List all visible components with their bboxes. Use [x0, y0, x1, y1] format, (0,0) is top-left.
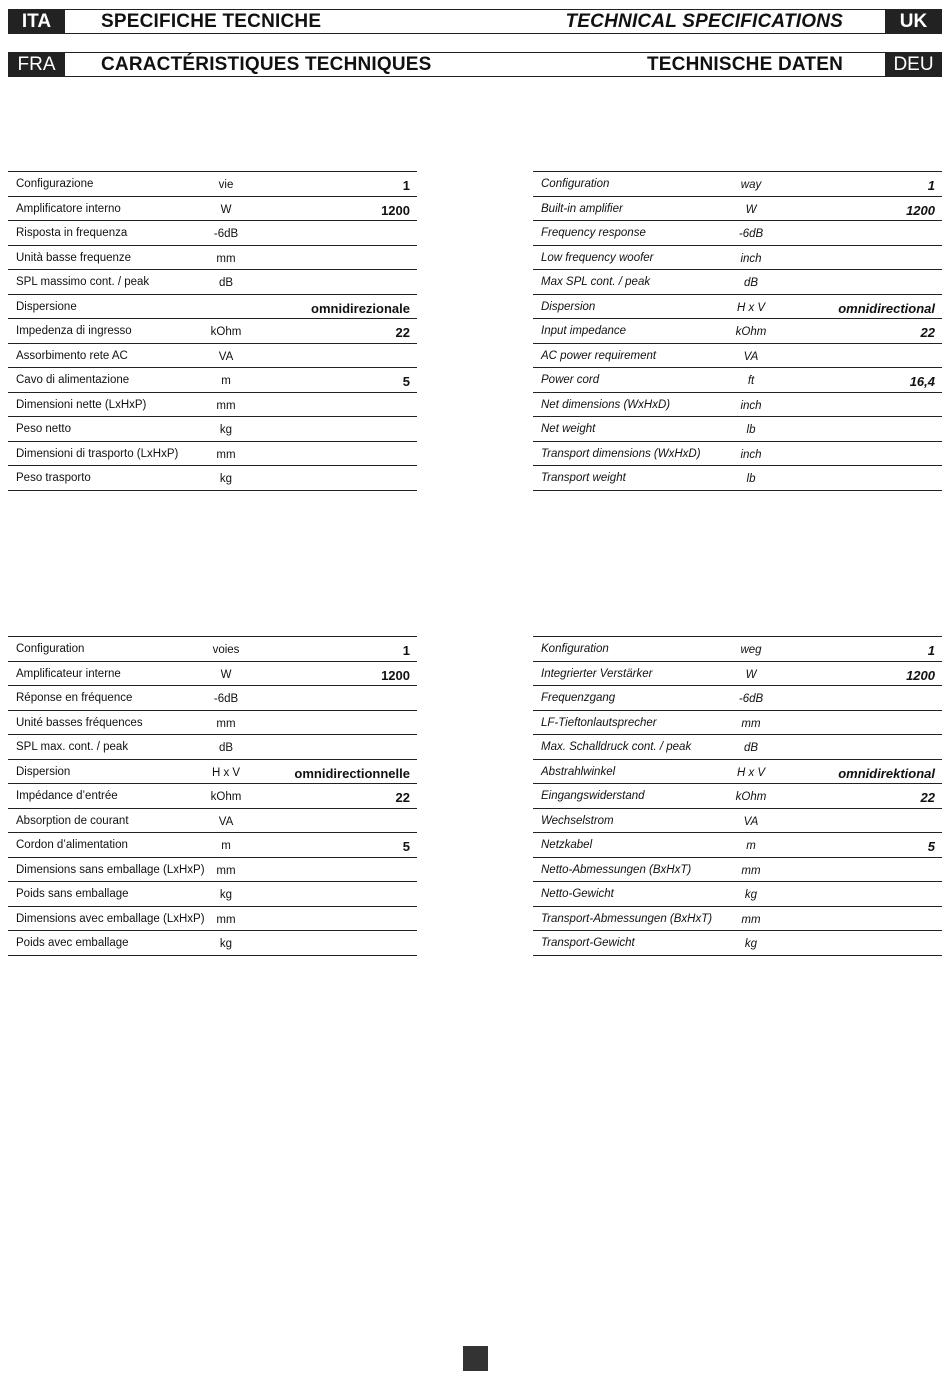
spec-label: Eingangswiderstand: [541, 790, 645, 802]
section-title-ita: SPECIFICHE TECNICHE: [101, 11, 322, 32]
spec-unit: -6dB: [213, 693, 239, 705]
spec-value: 1200: [906, 202, 935, 218]
spec-unit: kOhm: [210, 791, 242, 803]
spec-row: [533, 931, 942, 956]
spec-label: Wechselstrom: [541, 814, 614, 827]
spec-value: omnidirectional: [838, 300, 935, 316]
spec-table-ita: [8, 171, 417, 491]
spec-label: Poids sans emballage: [16, 888, 129, 900]
spec-row: [533, 295, 942, 320]
spec-unit: H x V: [736, 766, 766, 779]
spec-row: [8, 809, 417, 834]
spec-unit: dB: [743, 277, 759, 289]
spec-unit: ft: [747, 375, 755, 387]
spec-unit: VA: [743, 350, 759, 363]
spec-row: [8, 711, 417, 736]
spec-unit: lb: [746, 424, 756, 436]
spec-value: 1: [402, 178, 410, 193]
language-code-fra: FRA: [8, 52, 65, 77]
spec-label: Max. Schalldruck cont. / peak: [541, 741, 692, 753]
spec-label: Input impedance: [541, 325, 627, 337]
spec-unit: kOhm: [210, 326, 242, 338]
spec-unit: voies: [212, 644, 240, 656]
spec-row: [533, 246, 942, 271]
spec-unit: VA: [218, 815, 234, 828]
spec-unit: W: [745, 668, 757, 681]
spec-label: Frequency response: [541, 227, 646, 239]
spec-value: 1: [927, 643, 935, 658]
spec-unit: m: [221, 375, 231, 387]
spec-value: 1200: [381, 667, 410, 683]
spec-row: [533, 368, 942, 393]
spec-label: SPL massimo cont. / peak: [16, 276, 150, 288]
spec-row: [533, 442, 942, 467]
language-code-deu: DEU: [885, 52, 942, 77]
spec-label: Réponse en fréquence: [16, 692, 133, 704]
spec-row: [533, 466, 942, 491]
spec-row: [533, 858, 942, 883]
spec-unit: inch: [740, 448, 762, 461]
header-bar-ita-uk: [8, 9, 942, 34]
spec-row: [533, 172, 942, 197]
spec-unit: weg: [740, 644, 762, 656]
spec-row: [8, 784, 417, 809]
spec-label: Amplificatore interno: [16, 202, 121, 215]
spec-unit: VA: [743, 815, 759, 828]
spec-label: Abstrahlwinkel: [541, 765, 616, 778]
spec-label: Configurazione: [16, 178, 94, 190]
section-title-deu: TECHNISCHE DATEN: [646, 54, 843, 75]
spec-label: Transport-Abmessungen (BxHxT): [541, 912, 713, 925]
spec-label: Dispersion: [16, 765, 71, 778]
spec-row: [533, 760, 942, 785]
spec-label: Peso trasporto: [16, 472, 91, 484]
spec-value: 1200: [906, 667, 935, 683]
spec-label: Cordon d’alimentation: [16, 839, 128, 851]
spec-label: Frequenzgang: [541, 692, 616, 704]
spec-row: [8, 882, 417, 907]
spec-row: [8, 735, 417, 760]
spec-unit: -6dB: [738, 228, 764, 240]
spec-row: [533, 393, 942, 418]
spec-value: 1: [927, 178, 935, 193]
spec-table-uk: [533, 171, 942, 491]
spec-unit: kg: [744, 938, 758, 950]
spec-table-fra: [8, 636, 417, 956]
spec-row: [8, 319, 417, 344]
spec-unit: mm: [741, 864, 761, 877]
spec-label: Built-in amplifier: [541, 202, 623, 215]
spec-row: [8, 246, 417, 271]
spec-unit: mm: [216, 252, 236, 265]
spec-label: Poids avec emballage: [16, 937, 129, 949]
spec-label: Unité basses fréquences: [16, 716, 143, 729]
spec-row: [533, 686, 942, 711]
spec-unit: H x V: [736, 301, 766, 314]
spec-label: AC power requirement: [541, 349, 657, 362]
spec-unit: VA: [218, 350, 234, 363]
spec-label: Configuration: [16, 643, 85, 655]
spec-label: LF-Tieftonlautsprecher: [541, 716, 657, 729]
section-title-uk: TECHNICAL SPECIFICATIONS: [565, 11, 843, 32]
spec-row: [8, 344, 417, 369]
spec-unit: W: [745, 203, 757, 216]
page-marker: [463, 1346, 488, 1371]
spec-unit: W: [220, 203, 232, 216]
language-code-ita: ITA: [8, 9, 65, 34]
spec-row: [8, 442, 417, 467]
spec-unit: mm: [741, 717, 761, 730]
spec-label: Assorbimento rete AC: [16, 349, 128, 362]
spec-row: [8, 662, 417, 687]
spec-unit: vie: [218, 179, 234, 191]
spec-row: [8, 417, 417, 442]
spec-row: [533, 833, 942, 858]
spec-unit: -6dB: [738, 693, 764, 705]
spec-label: Dimensions avec emballage (LxHxP): [16, 912, 205, 925]
spec-label: Transport-Gewicht: [541, 937, 635, 949]
spec-row: [8, 760, 417, 785]
spec-label: Netto-Gewicht: [541, 888, 614, 900]
spec-value: 5: [402, 839, 410, 854]
spec-row: [8, 637, 417, 662]
spec-row: [8, 197, 417, 222]
spec-label: Net dimensions (WxHxD): [541, 398, 671, 411]
spec-row: [8, 686, 417, 711]
spec-value: 1: [402, 643, 410, 658]
spec-row: [8, 858, 417, 883]
spec-row: [8, 833, 417, 858]
spec-unit: m: [221, 840, 231, 852]
spec-label: Risposta in frequenza: [16, 227, 128, 239]
spec-row: [533, 711, 942, 736]
spec-value: 1200: [381, 202, 410, 218]
spec-label: Amplificateur interne: [16, 667, 121, 680]
spec-row: [8, 907, 417, 932]
spec-label: Dimensioni di trasporto (LxHxP): [16, 447, 179, 460]
spec-unit: kg: [744, 889, 758, 901]
spec-value: omnidirectionnelle: [294, 765, 410, 781]
spec-unit: kg: [219, 938, 233, 950]
spec-label: Dispersion: [541, 300, 596, 313]
spec-row: [533, 662, 942, 687]
spec-label: Transport weight: [541, 472, 626, 484]
spec-label: Konfiguration: [541, 643, 609, 655]
spec-label: Dispersione: [16, 300, 77, 313]
spec-unit: dB: [218, 277, 234, 289]
spec-value: 22: [920, 790, 935, 805]
spec-label: Net weight: [541, 423, 596, 435]
spec-unit: mm: [216, 399, 236, 412]
spec-row: [8, 393, 417, 418]
spec-unit: mm: [741, 913, 761, 926]
spec-row: [533, 907, 942, 932]
spec-label: Impedenza di ingresso: [16, 325, 132, 337]
spec-row: [8, 368, 417, 393]
spec-row: [533, 784, 942, 809]
spec-row: [533, 637, 942, 662]
spec-value: 22: [920, 325, 935, 340]
spec-label: Cavo di alimentazione: [16, 374, 130, 386]
spec-unit: dB: [743, 742, 759, 754]
spec-label: Configuration: [541, 178, 610, 190]
section-title-fra: CARACTÉRISTIQUES TECHNIQUES: [101, 54, 432, 75]
spec-label: SPL max. cont. / peak: [16, 741, 129, 753]
spec-row: [8, 270, 417, 295]
spec-unit: mm: [216, 913, 236, 926]
spec-unit: kg: [219, 424, 233, 436]
spec-label: Netzkabel: [541, 839, 593, 851]
spec-row: [533, 882, 942, 907]
spec-label: Low frequency woofer: [541, 251, 654, 264]
spec-label: Max SPL cont. / peak: [541, 276, 651, 288]
spec-unit: dB: [218, 742, 234, 754]
spec-unit: kOhm: [735, 791, 767, 803]
spec-unit: kOhm: [735, 326, 767, 338]
spec-unit: lb: [746, 473, 756, 485]
spec-unit: W: [220, 668, 232, 681]
spec-unit: -6dB: [213, 228, 239, 240]
spec-unit: mm: [216, 864, 236, 877]
spec-unit: inch: [740, 399, 762, 412]
spec-row: [533, 735, 942, 760]
spec-unit: mm: [216, 717, 236, 730]
spec-label: Netto-Abmessungen (BxHxT): [541, 863, 692, 876]
spec-label: Dimensions sans emballage (LxHxP): [16, 863, 205, 876]
spec-row: [8, 221, 417, 246]
spec-row: [8, 172, 417, 197]
language-code-uk: UK: [885, 9, 942, 34]
spec-row: [533, 270, 942, 295]
spec-unit: kg: [219, 473, 233, 485]
spec-label: Dimensioni nette (LxHxP): [16, 398, 147, 411]
spec-unit: inch: [740, 252, 762, 265]
spec-value: omnidirezionale: [311, 300, 410, 316]
spec-label: Transport dimensions (WxHxD): [541, 447, 701, 460]
spec-row: [533, 344, 942, 369]
spec-row: [533, 319, 942, 344]
spec-value: 22: [395, 790, 410, 805]
spec-label: Integrierter Verstärker: [541, 667, 653, 680]
spec-label: Unità basse frequenze: [16, 251, 132, 264]
spec-row: [8, 295, 417, 320]
spec-row: [533, 809, 942, 834]
spec-value: 22: [395, 325, 410, 340]
spec-unit: H x V: [211, 766, 241, 779]
header-bar-fra-deu: [8, 52, 942, 77]
spec-unit: mm: [216, 448, 236, 461]
spec-value: 5: [402, 374, 410, 389]
spec-row: [8, 466, 417, 491]
spec-table-deu: [533, 636, 942, 956]
spec-label: Peso netto: [16, 423, 71, 435]
spec-unit: kg: [219, 889, 233, 901]
spec-label: Impédance d’entrée: [16, 790, 118, 802]
spec-row: [533, 417, 942, 442]
spec-row: [8, 931, 417, 956]
spec-value: omnidirektional: [838, 765, 935, 781]
spec-label: Absorption de courant: [16, 814, 129, 827]
spec-unit: way: [740, 179, 762, 191]
spec-label: Power cord: [541, 374, 600, 386]
spec-value: 16,4: [909, 374, 935, 389]
spec-value: 5: [927, 839, 935, 854]
spec-unit: m: [746, 840, 756, 852]
spec-row: [533, 221, 942, 246]
spec-row: [533, 197, 942, 222]
